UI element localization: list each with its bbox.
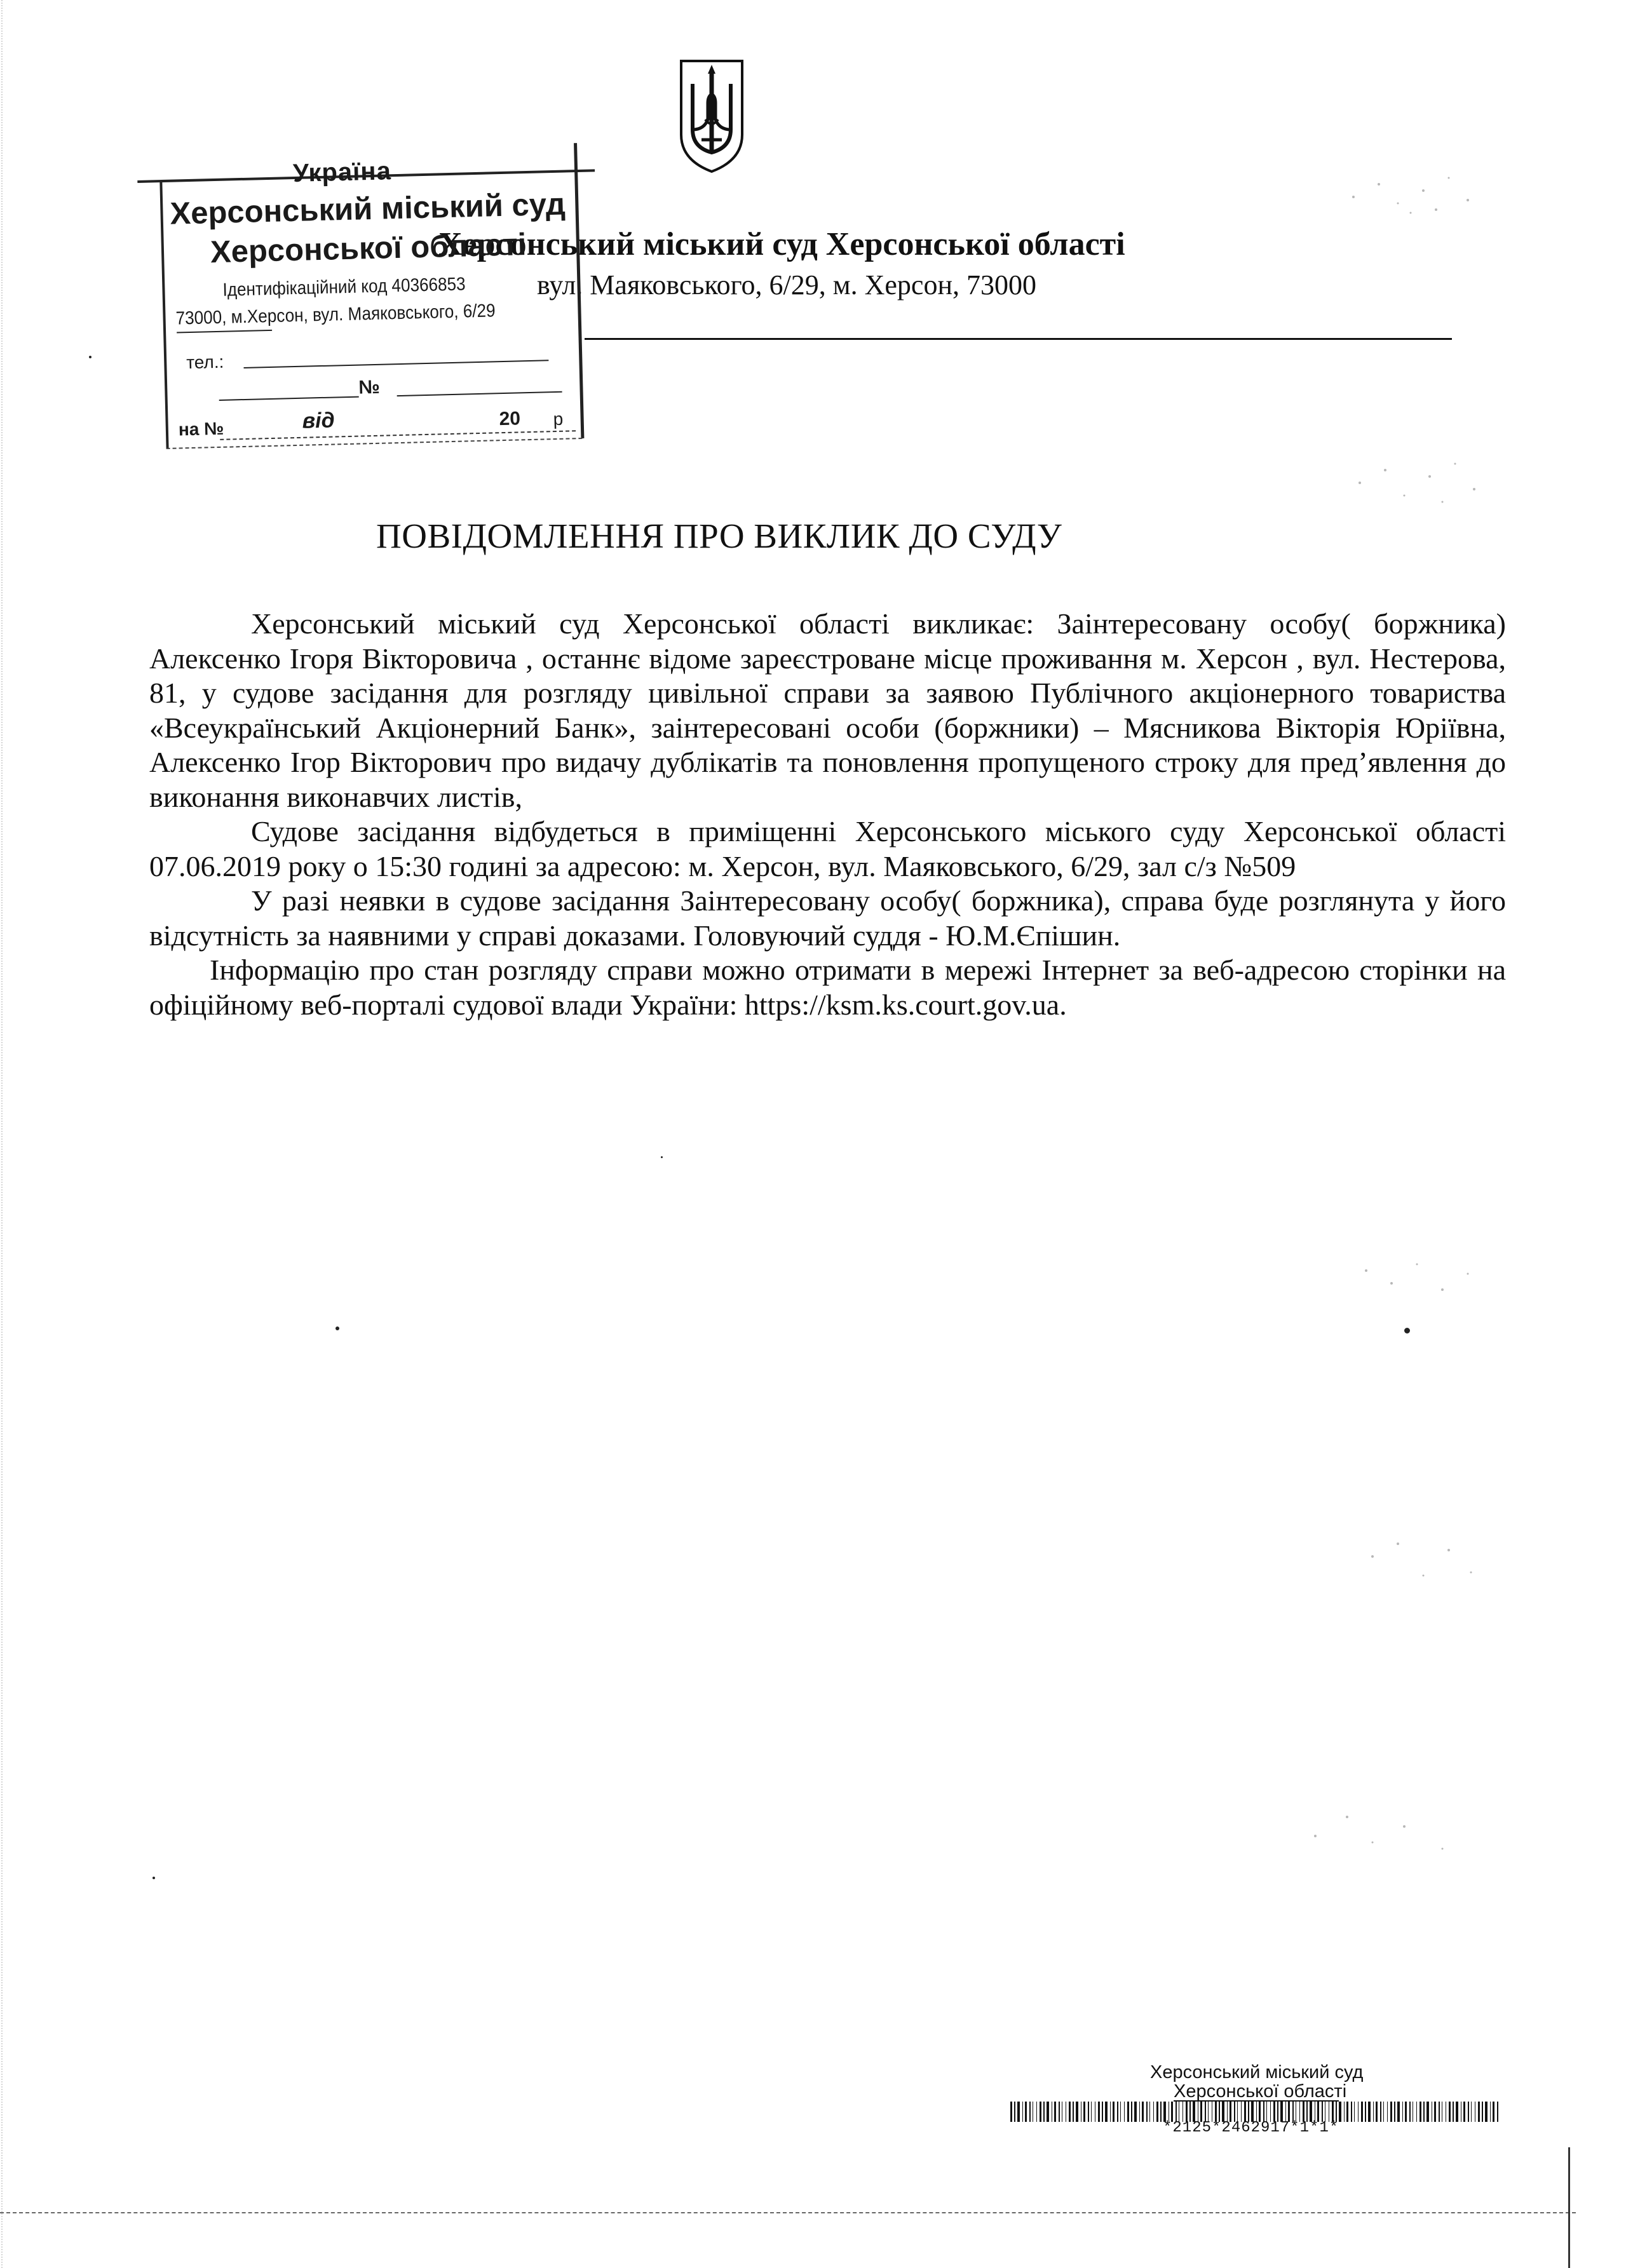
barcode-bar [1088, 2102, 1089, 2122]
barcode-bar [1346, 2102, 1348, 2122]
barcode-bar [1405, 2102, 1407, 2122]
footer-court-region: Херсонської області [1174, 2081, 1347, 2102]
scan-noise [1341, 445, 1487, 515]
scan-noise [1353, 1525, 1481, 1595]
barcode-bar [1073, 2102, 1074, 2122]
body-paragraph-absence: У разі неявки в судове засідання Заінтересовану особу( боржника), справа буде розглянута у його відсутність за наявними у справі доказами. Головуючий суддя - Ю.М.Єпішин. [149, 884, 1506, 952]
stamp-tel-line [244, 360, 549, 368]
barcode-bar [1344, 2102, 1345, 2122]
stamp-address: 73000, м.Херсон, вул. Маяковського, 6/29 [175, 300, 496, 329]
barcode-bar [1120, 2102, 1121, 2122]
barcode-bar [1490, 2102, 1491, 2122]
barcode-bar [1127, 2102, 1129, 2122]
barcode-bar [1076, 2102, 1078, 2122]
barcode-bar [1368, 2102, 1371, 2122]
barcode-bar [1420, 2102, 1421, 2122]
stamp-address-underline [177, 330, 272, 334]
barcode-bar [1478, 2102, 1480, 2122]
barcode-bar [1047, 2102, 1049, 2122]
barcode-bar [1354, 2102, 1355, 2122]
stamp-number-line [397, 391, 562, 396]
barcode-bar [1402, 2102, 1403, 2122]
stamp-court-name: Херсонський міський суд [169, 187, 566, 231]
footer-court-name: Херсонський міський суд [1150, 2062, 1364, 2082]
barcode-bar [1105, 2102, 1108, 2122]
barcode-bar [1029, 2102, 1031, 2122]
barcode-bar [1423, 2102, 1425, 2122]
stamp-country: Україна [292, 157, 392, 187]
document-title: ПОВІДОМЛЕННЯ ПРО ВИКЛИК ДО СУДУ [376, 516, 1062, 555]
barcode-bar [1463, 2102, 1465, 2122]
barcode-bar [1017, 2102, 1020, 2122]
barcode-bar [1036, 2102, 1037, 2122]
stamp-region: Херсонської області [210, 227, 527, 270]
barcode-bar [1153, 2102, 1154, 2122]
barcode-bar [1139, 2102, 1140, 2122]
stamp-handwriting: від [302, 408, 335, 433]
barcode-bar [1380, 2102, 1381, 2122]
barcode-bar [1156, 2102, 1158, 2122]
official-registration-stamp [137, 136, 608, 462]
body-paragraph-hearing: Судове засідання відбудеться в приміщенні Херсонського міського суду Херсонської області 07.06.2019 року о 15:30 годині за адресою: м. Херсон, вул. Маяковського, 6/29, зал с/з №509 [149, 815, 1506, 882]
stamp-on-number-label: на № [178, 418, 224, 440]
stamp-year-suffix: р [553, 408, 564, 429]
barcode-bar [1010, 2102, 1012, 2122]
barcode-bar [1351, 2102, 1352, 2122]
header-divider [585, 338, 1452, 340]
barcode-bar [1456, 2102, 1458, 2122]
scan-bottom-line [0, 2212, 1576, 2213]
barcode-bar [1387, 2102, 1388, 2122]
barcode-bar [1471, 2102, 1472, 2122]
barcode-bar [1043, 2102, 1045, 2122]
scan-noise [1341, 165, 1481, 222]
barcode-bar [1453, 2102, 1454, 2122]
barcode-bar [1493, 2102, 1494, 2122]
barcode-bar [1149, 2102, 1150, 2122]
barcode-bar [1383, 2102, 1384, 2122]
barcode-bar [1146, 2102, 1148, 2122]
trident-coat-of-arms-icon [679, 58, 745, 174]
stamp-tel-label: тел.: [186, 351, 224, 373]
barcode-bar [1468, 2102, 1469, 2122]
body-paragraph-info: Інформацію про стан розгляду справи можно отримати в мережі Інтернет за веб-адресою сторінки на офіційному веб-порталі судової влади України: https://ksm.ks.court.gov.ua. [149, 954, 1506, 1021]
barcode-bar [1124, 2102, 1125, 2122]
scan-speck [152, 1877, 155, 1879]
barcode-bar [1160, 2102, 1162, 2122]
barcode-bar [1113, 2102, 1115, 2122]
scan-speck [661, 1156, 663, 1158]
barcode-bar [1014, 2102, 1015, 2122]
stamp-frame-left [159, 182, 168, 449]
scan-noise [1296, 1798, 1461, 1868]
barcode-bar [1117, 2102, 1118, 2122]
barcode-number: *2125*2462917*1*1* [1163, 2119, 1339, 2136]
barcode-bar [1394, 2102, 1395, 2122]
body-paragraph-summons: Херсонський міський суд Херсонської області викликає: Заінтересовану особу( боржника) Алексенко Ігоря Вікторовича , останнє відоме зареєстроване місце проживання м. Херсон , вул. Нестерова, 81, у судове засідання для розгляду цивільної справи за заявою Публічного акціонерного товариства «Всеукраїнський Акціонерний Банк», заінтересовані особи (боржники) – Мясникова Вікторія Юріївна, Алексенко Ігор Вікторович про видачу дублікатів та поновлення пропущеного строку для пред’явлення до виконання виконавчих листів, [149, 607, 1506, 813]
barcode-bar [1110, 2102, 1111, 2122]
stamp-year-label: 20 [499, 408, 521, 430]
barcode-bar [1449, 2102, 1451, 2122]
barcode-bar [1409, 2102, 1411, 2122]
barcode-bar [1054, 2102, 1056, 2122]
stamp-id-code: Ідентифікаційний код 40366853 [222, 274, 466, 300]
court-name-heading: Херсонський міський суд Херсонської області [438, 226, 1125, 262]
barcode-bar [1373, 2102, 1374, 2122]
barcode-bar [1390, 2102, 1392, 2122]
scan-edge-line [1568, 2147, 1570, 2268]
barcode-bar [1358, 2102, 1359, 2122]
scan-speck [1404, 1328, 1410, 1333]
barcode-bar [1134, 2102, 1137, 2122]
stamp-frame-right [574, 143, 584, 438]
stamp-number-label: № [358, 376, 381, 398]
barcode-bar [1361, 2102, 1363, 2122]
scan-speck [89, 356, 91, 358]
stamp-number-line [219, 396, 359, 401]
barcode-bar [1069, 2102, 1071, 2122]
barcode-bar [1439, 2102, 1440, 2122]
barcode-bar [1416, 2102, 1417, 2122]
document-body [149, 607, 1506, 1022]
barcode-bar [1485, 2102, 1487, 2122]
barcode-bar [1376, 2102, 1378, 2122]
barcode-bar [1397, 2102, 1400, 2122]
barcode-bar [1102, 2102, 1103, 2122]
barcode-bar [1434, 2102, 1436, 2122]
barcode-bar [1025, 2102, 1027, 2122]
scan-speck [335, 1326, 339, 1330]
barcode-bar [1098, 2102, 1100, 2122]
barcode-bar [1040, 2102, 1041, 2122]
barcode-bar [1083, 2102, 1085, 2122]
court-address: вул. Маяковського, 6/29, м. Херсон, 73000 [537, 269, 1036, 300]
scan-edge-artifact [1, 0, 3, 2268]
barcode-bar [1339, 2102, 1341, 2122]
barcode-bar [1426, 2102, 1429, 2122]
barcode-bar [1059, 2102, 1060, 2122]
barcode-bar [1482, 2102, 1483, 2122]
barcode-bar [1131, 2102, 1132, 2122]
scan-noise [1353, 1245, 1481, 1309]
barcode-bar [1022, 2102, 1023, 2122]
barcode-bar [1497, 2102, 1498, 2122]
barcode-bar [1091, 2102, 1092, 2122]
barcode-bar [1142, 2102, 1144, 2122]
barcode-bar [1365, 2102, 1366, 2122]
